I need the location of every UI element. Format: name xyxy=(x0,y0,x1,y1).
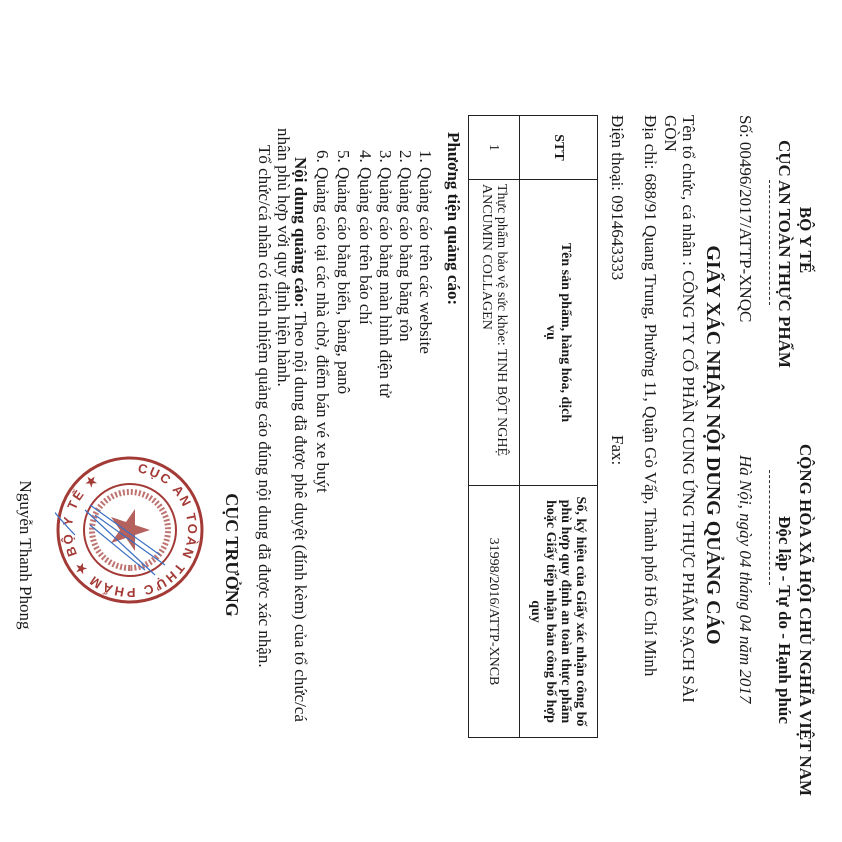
list-item: 2. Quảng cáo bằng băng rôn xyxy=(396,150,415,342)
divider xyxy=(769,470,770,585)
header-certificate: Số, ký hiệu của Giấy xác nhận công bố phù hợp quy định an toàn thực phẩm hoặc Giấy tiếp nhận bản công bố hợp quy xyxy=(520,486,598,738)
page-title: GIẤY XÁC NHẬN NỘI DUNG QUẢNG CÁO xyxy=(702,245,724,645)
signer-name: Nguyễn Thanh Phong xyxy=(16,480,35,630)
org-name-cont: GÒN xyxy=(661,115,680,152)
official-stamp xyxy=(55,455,205,605)
signer-role: CỤC TRƯỞNG xyxy=(222,493,242,617)
list-item: 3. Quảng cáo bằng màn hình điện tử xyxy=(376,150,395,398)
list-item: 4. Quảng cáo trên báo chí xyxy=(356,150,375,325)
content-paragraph xyxy=(290,157,310,722)
address: Địa chỉ: 688/91 Quang Trung, Phường 11, Quận Gò Vấp, Thành phố Hồ Chí Minh xyxy=(641,115,660,677)
product-table xyxy=(468,115,598,738)
cell-stt: 1 xyxy=(469,116,520,180)
list-item: 6. Quảng cáo tại các nhà chờ, điểm bán vé xe buýt xyxy=(313,150,332,493)
document-number: Số: 00496/2017/ATTP-XNQC xyxy=(736,115,755,323)
cell-product: Thực phẩm bảo vệ sức khỏe: TINH BỘT NGHỆ ANCUMIN COLLAGEN xyxy=(469,180,520,486)
responsibility-note: Tổ chức/cá nhân có trách nhiệm quảng cáo đúng nội dung đã được xác nhận. xyxy=(255,145,274,668)
divider xyxy=(769,180,770,305)
phone: Điện thoại: 0914643333 xyxy=(608,115,627,281)
svg-text:CỤC AN TOÀN THỰC PHẨM ★ BỘ Y T: CỤC AN TOÀN THỰC PHẨM ★ BỘ Y TẾ ★ xyxy=(59,460,201,601)
table-header-row xyxy=(520,116,598,738)
table-row xyxy=(469,116,520,738)
org-name: Tên tổ chức, cá nhân : CÔNG TY CỔ PHẦN CUNG ỨNG THỰC PHẨM SẠCH SÀI xyxy=(679,115,698,703)
agency-name: CỤC AN TOÀN THỰC PHẨM xyxy=(775,140,794,368)
header-stt: STT xyxy=(520,116,598,180)
content-text: Theo nội dung đã được phê duyệt (đính kèm) của tổ chức/cá xyxy=(291,307,310,722)
list-item: 5. Quảng cáo bằng biển, bảng, panô xyxy=(334,150,353,395)
motto: Độc lập - Tự do - Hạnh phúc xyxy=(775,516,794,724)
content-label: Nội dung quảng cáo: xyxy=(291,157,310,308)
cell-certificate: 31998/2016/ATTP-XNCB xyxy=(469,486,520,738)
republic-name: CỘNG HÒA XÃ HỘI CHỦ NGHĨA VIỆT NAM xyxy=(796,443,815,797)
ministry-name: BỘ Y TẾ xyxy=(796,206,815,274)
content-text-cont: nhân phù hợp với quy định hiện hành. xyxy=(274,128,293,387)
document-date: Hà Nội, ngày 04 tháng 04 năm 2017 xyxy=(736,455,755,704)
fax: Fax: xyxy=(608,435,627,466)
header-product: Tên sản phẩm, hàng hóa, dịch vụ xyxy=(520,180,598,486)
media-heading: Phương tiện quảng cáo: xyxy=(444,132,463,306)
list-item: 1. Quảng cáo trên các website xyxy=(416,150,435,354)
